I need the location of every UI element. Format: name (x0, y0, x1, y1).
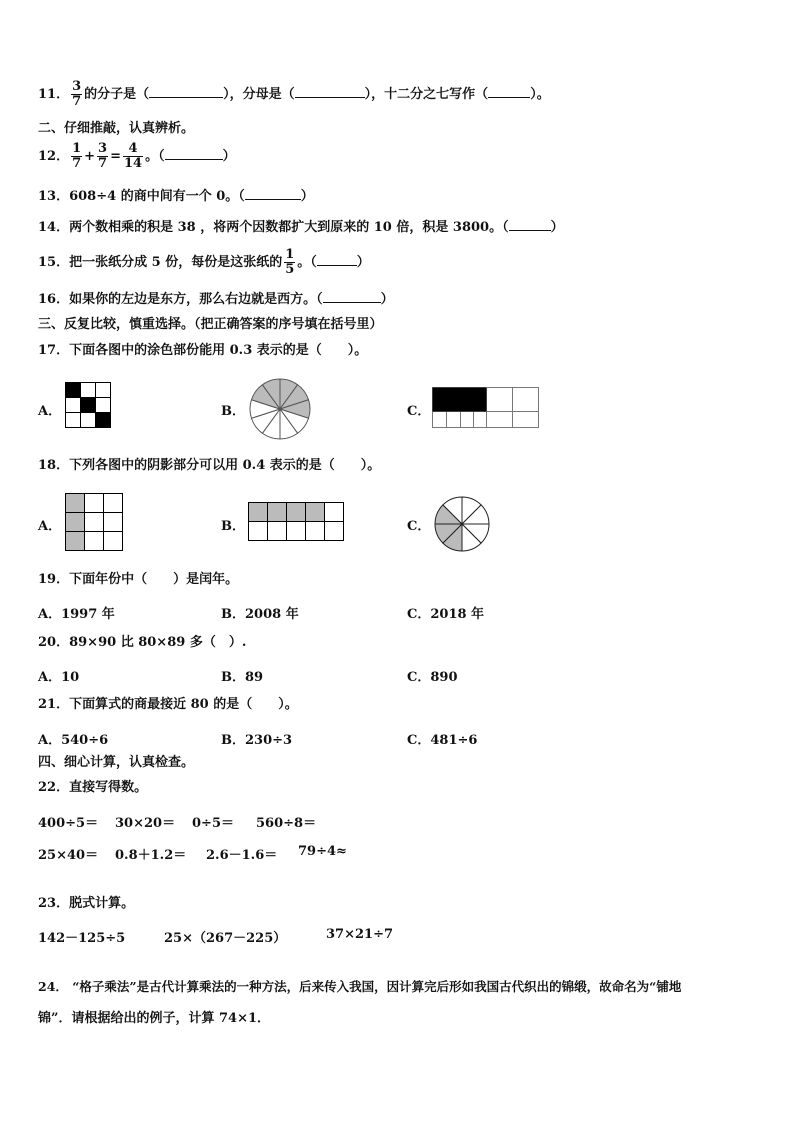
q17-grid-a[interactable] (65, 382, 113, 430)
calc-item: 142－125÷5 (38, 931, 126, 946)
question-text: 14．两个数相乘的积是 38 ，将两个因数都扩大到原来的 10 倍，积是 3800。（ (38, 220, 509, 235)
numerator: 1 (72, 141, 82, 156)
text: ）。 (530, 87, 550, 102)
question-19-text: 19．下面年份中（ ）是闰年。 (38, 572, 239, 587)
text: ） (550, 220, 564, 235)
numerator: 1 (285, 247, 295, 262)
fraction (71, 80, 82, 109)
answer-blank[interactable] (509, 219, 551, 231)
option-b[interactable]: B．89 (221, 670, 264, 685)
section-2-heading: 二、仔细推敲，认真辨析。 (38, 121, 195, 136)
question-14 (38, 219, 564, 236)
option-c-label: C． (407, 519, 431, 534)
answer-blank[interactable] (245, 188, 301, 200)
question-16 (38, 291, 394, 308)
option-a[interactable]: A．10 (38, 670, 80, 685)
question-text: 16．如果你的左边是东方，那么右边就是西方。（ (38, 292, 323, 307)
option-c[interactable]: C．890 (407, 670, 458, 685)
question-17-text: 17．下面各图中的涂色部份能用 0.3 表示的是（ ）。 (38, 343, 368, 358)
denominator: 7 (98, 156, 108, 171)
option-a-label: A． (38, 404, 62, 419)
question-24-line-1: 24． “格子乘法”是古代计算乘法的一种方法，后来传入我国，因计算完后形如我国古代织出的锦缎，故命名为“铺地 (38, 979, 682, 994)
question-text: 13．608÷4 的商中间有一个 0。（ (38, 189, 245, 204)
question-15 (38, 248, 370, 277)
calc-item: 25×40＝ (38, 848, 99, 863)
question-18-text: 18．下列各图中的阴影部分可以用 0.4 表示的是（ ）。 (38, 458, 381, 473)
text: 。（ (297, 255, 317, 270)
question-24-line-2: 锦”．请根据给出的例子，计算 74×1． (38, 1011, 271, 1026)
answer-blank[interactable] (149, 86, 223, 98)
question-23-text: 23．脱式计算。 (38, 896, 135, 911)
q18-bar-b[interactable] (248, 502, 346, 542)
calc-item: 25×（267－225） (164, 931, 287, 946)
text: 的分子是（ (84, 87, 150, 102)
numerator: 3 (98, 141, 108, 156)
option-a[interactable]: A．1997 年 (38, 607, 115, 622)
question-number: 12． (38, 149, 70, 164)
option-a[interactable]: A．540÷6 (38, 733, 109, 748)
q18-grid-a[interactable] (65, 493, 125, 553)
section-4-heading: 四、细心计算，认真检查。 (38, 755, 195, 770)
answer-blank[interactable] (323, 291, 381, 303)
text: ） (380, 292, 394, 307)
question-text: 15．把一张纸分成 5 份，每份是这张纸的 (38, 255, 283, 270)
question-12 (38, 142, 236, 171)
denominator: 5 (285, 262, 295, 277)
text: ） (222, 149, 236, 164)
operator: = (110, 149, 121, 164)
calc-item: 2.6－1.6＝ (206, 848, 278, 863)
question-20-text: 20．89×90 比 80×89 多（ ）. (38, 635, 247, 650)
calc-item: 37×21÷7 (326, 927, 394, 942)
question-number: 11． (38, 87, 70, 102)
fraction (123, 142, 143, 171)
option-b[interactable]: B．2008 年 (221, 607, 299, 622)
option-c-label: C． (407, 404, 431, 419)
text: ），十二分之七写作（ (364, 87, 489, 102)
option-b[interactable]: B．230÷3 (221, 733, 293, 748)
question-13 (38, 188, 314, 205)
numerator: 4 (123, 142, 143, 157)
option-a-label: A． (38, 519, 62, 534)
calc-item: 0÷5＝ (192, 816, 234, 831)
calc-item: 400÷5＝ (38, 816, 99, 831)
calc-item: 560÷8＝ (256, 816, 317, 831)
denominator: 7 (72, 94, 82, 109)
q17-bar-c[interactable] (432, 387, 542, 429)
option-b-label: B． (221, 519, 245, 534)
calc-item: 79÷4≈ (298, 844, 347, 859)
question-21-text: 21．下面算式的商最接近 80 的是（ ）。 (38, 697, 298, 712)
calc-item: 30×20＝ (115, 816, 176, 831)
text: ） (300, 189, 314, 204)
operator: + (84, 149, 96, 164)
text: ） (356, 255, 370, 270)
answer-blank[interactable] (165, 148, 223, 160)
fraction (97, 142, 108, 171)
q18-circle-c[interactable] (433, 495, 491, 553)
q17-circle-b[interactable] (248, 377, 312, 441)
question-11 (38, 80, 550, 109)
fraction (71, 142, 82, 171)
option-b-label: B． (221, 404, 245, 419)
question-22-text: 22．直接写得数。 (38, 780, 148, 795)
option-c[interactable]: C．481÷6 (407, 733, 478, 748)
option-c[interactable]: C．2018 年 (407, 607, 485, 622)
answer-blank[interactable] (488, 86, 530, 98)
denominator: 7 (72, 156, 82, 171)
answer-blank[interactable] (317, 254, 357, 266)
text: 。（ (145, 149, 165, 164)
calc-item: 0.8＋1.2＝ (115, 848, 187, 863)
numerator: 3 (72, 79, 82, 94)
denominator: 14 (124, 156, 143, 171)
answer-blank[interactable] (295, 86, 365, 98)
text: ），分母是（ (223, 87, 295, 102)
fraction (284, 248, 295, 277)
section-3-heading: 三、反复比较，慎重选择。（把正确答案的序号填在括号里） (38, 317, 383, 332)
